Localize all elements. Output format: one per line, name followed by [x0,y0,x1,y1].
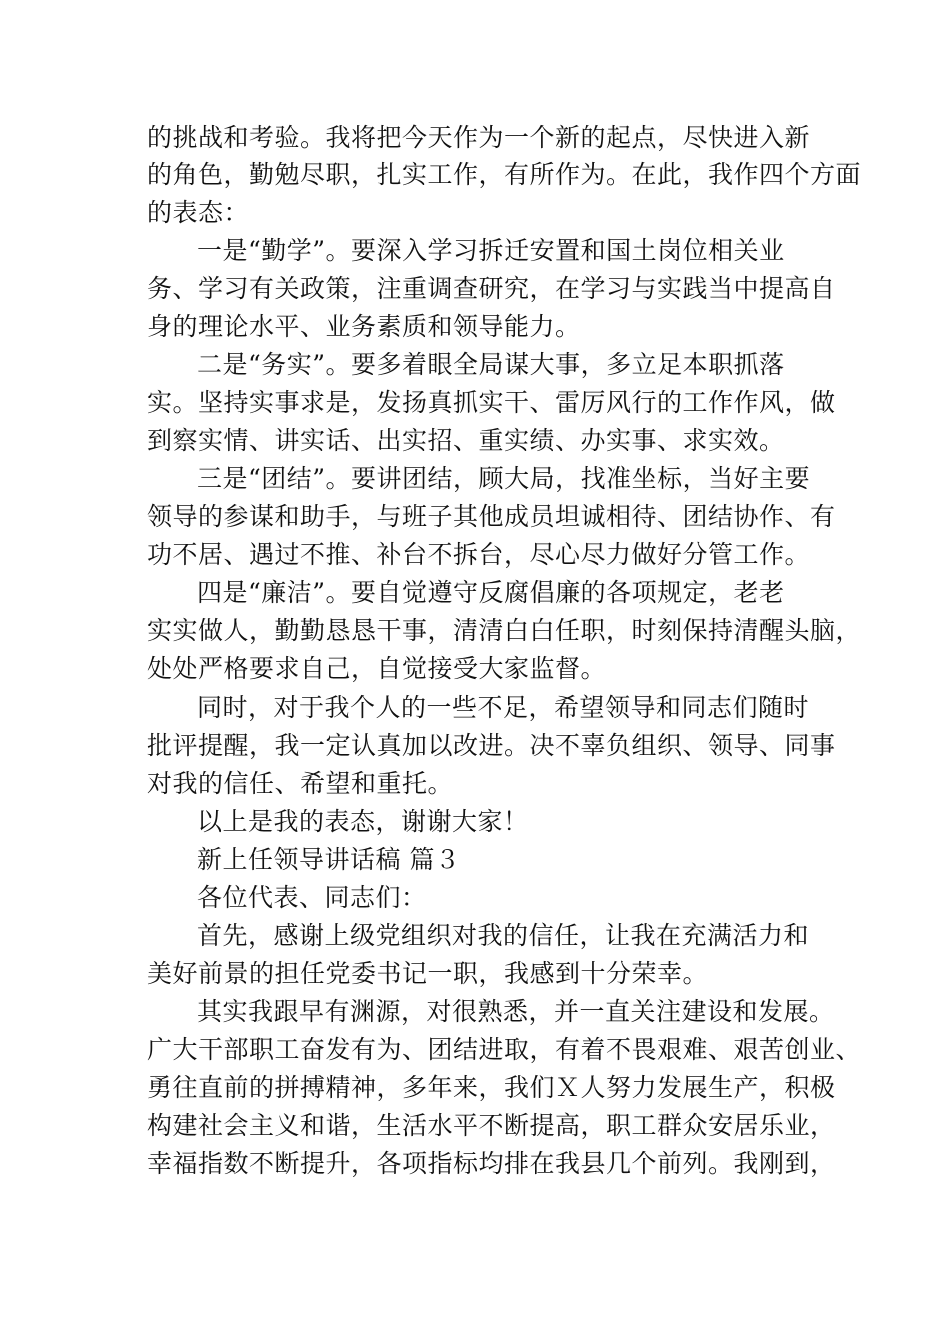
paragraph-start-line: 四是“廉洁”。要自觉遵守反腐倡廉的各项规定，老老 [197,578,785,607]
text-line: 广大干部职工奋发有为、团结进取，有着不畏艰难、艰苦创业、 [147,1035,862,1064]
text-line: 到察实情、讲实话、出实招、重实绩、办实事、求实效。 [147,426,785,455]
text-line: 身的理论水平、业务素质和领导能力。 [147,312,581,341]
text-line: 的挑战和考验。我将把今天作为一个新的起点，尽快进入新 [147,123,811,152]
text-line: 务、学习有关政策，注重调查研究，在学习与实践当中提高自 [147,274,836,303]
text-line: 处处严格要求自己，自觉接受大家监督。 [147,654,607,683]
paragraph-start-line: 首先，感谢上级党组织对我的信任，让我在充满活力和 [197,921,810,950]
paragraph-start-line: 其实我跟早有渊源，对很熟悉，并一直关注建设和发展。 [197,997,835,1026]
text-line: 批评提醒，我一定认真加以改进。决不辜负组织、领导、同事 [147,731,836,760]
text-line: 的表态： [147,198,250,227]
text-line: 对我的信任、希望和重托。 [147,769,454,798]
text-line: 实。坚持实事求是，发扬真抓实干、雷厉风行的工作作风，做 [147,388,836,417]
text-line: 美好前景的担任党委书记一职，我感到十分荣幸。 [147,959,709,988]
paragraph-start-line: 同时，对于我个人的一些不足，希望领导和同志们随时 [197,693,810,722]
paragraph-start-line: 一是“勤学”。要深入学习拆迁安置和国土岗位相关业 [197,236,785,265]
salutation: 各位代表、同志们： [197,883,427,912]
text-line: 的角色，勤勉尽职，扎实工作，有所作为。在此，我作四个方面 [147,160,862,189]
paragraph-start-line: 二是“务实”。要多着眼全局谋大事，多立足本职抓落 [197,350,785,379]
text-line: 领导的参谋和助手，与班子其他成员坦诚相待、团结协作、有 [147,502,836,531]
text-line: 构建社会主义和谐，生活水平不断提高，职工群众安居乐业， [147,1111,836,1140]
paragraph-start-line: 以上是我的表态，谢谢大家！ [197,807,529,836]
text-line: 幸福指数不断提升，各项指标均排在我县几个前列。我刚到， [147,1149,836,1178]
text-line: 勇往直前的拼搏精神，多年来，我们Ｘ人努力发展生产，积极 [147,1073,836,1102]
paragraph-start-line: 三是“团结”。要讲团结，顾大局，找准坐标，当好主要 [197,464,811,493]
text-line: 功不居、遇过不推、补台不拆台，尽心尽力做好分管工作。 [147,540,811,569]
section-heading: 新上任领导讲话稿 篇３ [197,845,461,874]
text-line: 实实做人，勤勤恳恳干事，清清白白任职，时刻保持清醒头脑， [147,616,862,645]
